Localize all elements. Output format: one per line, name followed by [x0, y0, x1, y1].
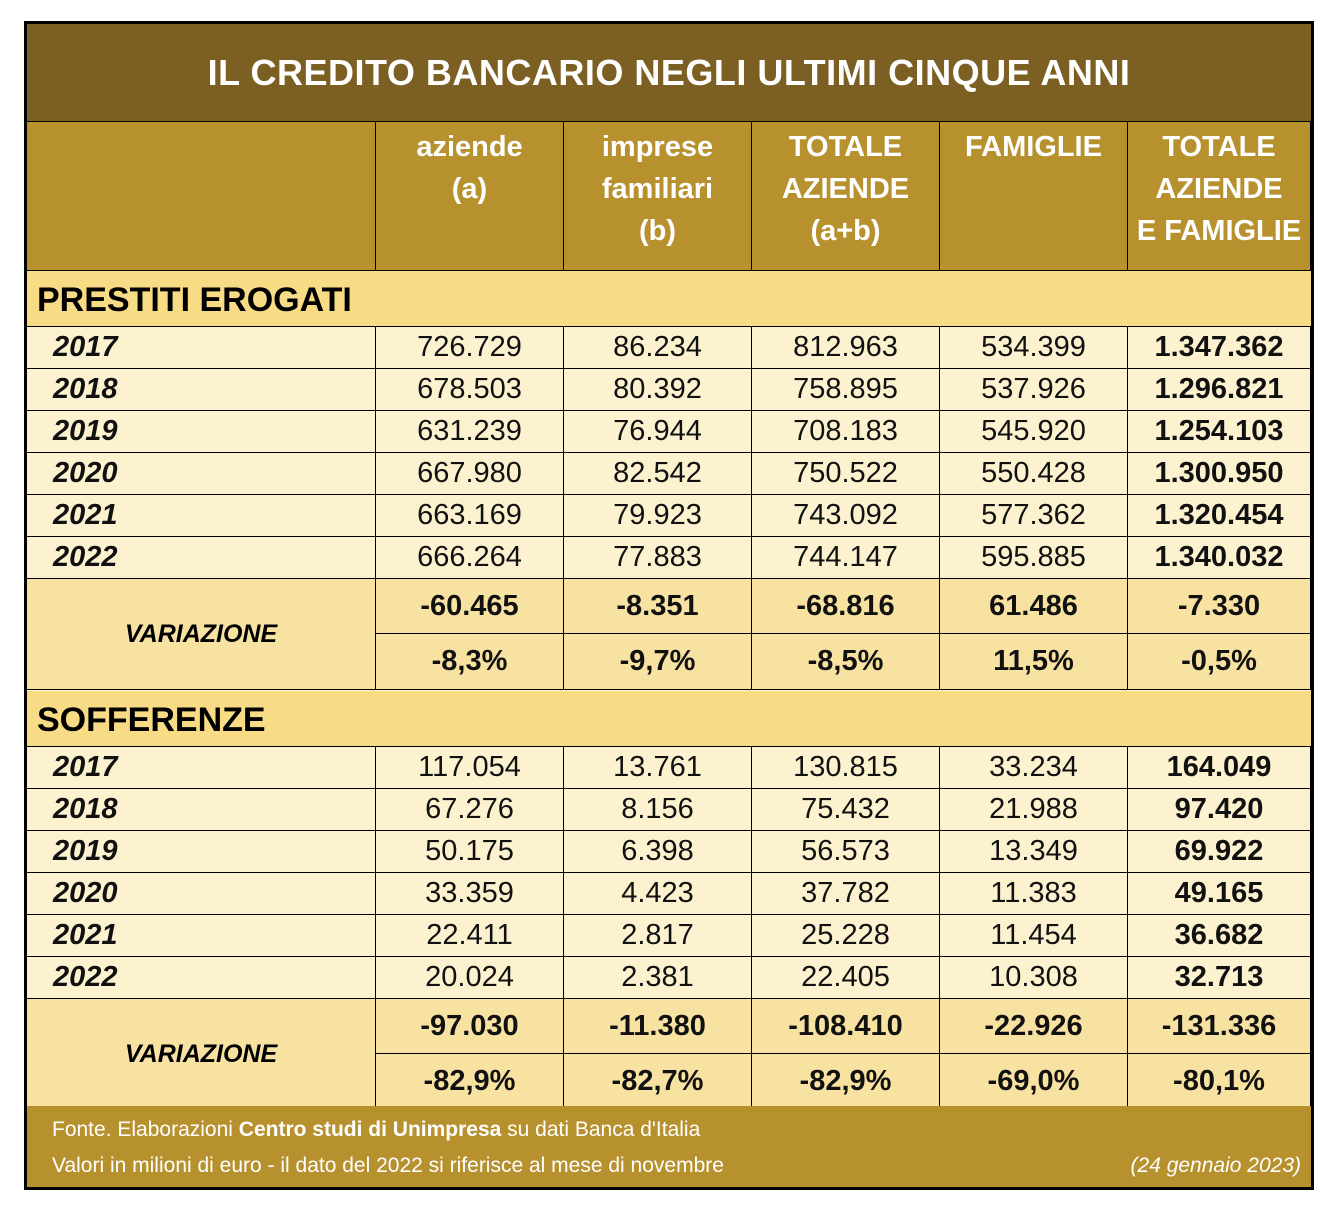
table-cell: 758.895 — [752, 369, 940, 411]
footer-source-prefix: Fonte. Elaborazioni — [52, 1118, 239, 1141]
credit-table — [24, 21, 1314, 1190]
table-cell: 1.320.454 — [1128, 495, 1311, 537]
table-cell: 49.165 — [1128, 873, 1311, 915]
year-label: 2022 — [27, 537, 376, 579]
table-cell: 8.156 — [564, 789, 752, 831]
year-label: 2021 — [27, 915, 376, 957]
table-cell: 550.428 — [940, 453, 1128, 495]
year-label: 2019 — [27, 831, 376, 873]
footer-source — [52, 1118, 700, 1142]
footer-note: Valori in milioni di euro - il dato del 2022 si riferisce al mese di novembre — [52, 1154, 724, 1177]
table-cell: 744.147 — [752, 537, 940, 579]
variation-pct: 11,5% — [940, 634, 1128, 690]
variation-abs: -108.410 — [752, 999, 940, 1054]
table-cell: 812.963 — [752, 327, 940, 369]
table-cell: 2.381 — [564, 957, 752, 999]
table-cell: 76.944 — [564, 411, 752, 453]
column-header: aziende (a) — [376, 121, 564, 271]
table-cell: 37.782 — [752, 873, 940, 915]
variation-pct: -82,9% — [752, 1054, 940, 1110]
section-title: PRESTITI EROGATI — [27, 271, 1311, 327]
variation-pct: -9,7% — [564, 634, 752, 690]
table-cell: 22.405 — [752, 957, 940, 999]
footer-source-bold: Centro studi di Unimpresa — [238, 1118, 502, 1141]
table-cell: 537.926 — [940, 369, 1128, 411]
variation-pct: -82,7% — [564, 1054, 752, 1110]
column-header: FAMIGLIE — [940, 121, 1128, 271]
table-cell: 13.349 — [940, 831, 1128, 873]
table-cell: 666.264 — [376, 537, 564, 579]
column-header: imprese familiari (b) — [564, 121, 752, 271]
variation-pct: -80,1% — [1128, 1054, 1311, 1110]
table-cell: 33.359 — [376, 873, 564, 915]
table-cell: 33.234 — [940, 747, 1128, 789]
variation-abs: -8.351 — [564, 579, 752, 634]
table-cell: 678.503 — [376, 369, 564, 411]
footer — [27, 1106, 1311, 1187]
header-blank — [27, 121, 376, 271]
variation-abs: -60.465 — [376, 579, 564, 634]
table-cell: 1.300.950 — [1128, 453, 1311, 495]
table-cell: 117.054 — [376, 747, 564, 789]
table-cell: 1.296.821 — [1128, 369, 1311, 411]
variation-abs: 61.486 — [940, 579, 1128, 634]
year-label: 2021 — [27, 495, 376, 537]
table-cell: 80.392 — [564, 369, 752, 411]
variation-abs: -68.816 — [752, 579, 940, 634]
table-cell: 6.398 — [564, 831, 752, 873]
variation-pct: -0,5% — [1128, 634, 1311, 690]
table-cell: 75.432 — [752, 789, 940, 831]
table-cell: 69.922 — [1128, 831, 1311, 873]
table-cell: 577.362 — [940, 495, 1128, 537]
table-cell: 25.228 — [752, 915, 940, 957]
year-label: 2020 — [27, 873, 376, 915]
table-cell: 595.885 — [940, 537, 1128, 579]
year-label: 2018 — [27, 369, 376, 411]
variation-pct: -69,0% — [940, 1054, 1128, 1110]
variation-abs: -11.380 — [564, 999, 752, 1054]
table-cell: 79.923 — [564, 495, 752, 537]
table-cell: 2.817 — [564, 915, 752, 957]
footer-source-suffix: su dati Banca d'Italia — [501, 1118, 701, 1141]
variation-abs: -22.926 — [940, 999, 1128, 1054]
year-label: 2018 — [27, 789, 376, 831]
table-cell: 726.729 — [376, 327, 564, 369]
variation-abs: -7.330 — [1128, 579, 1311, 634]
variation-pct: -82,9% — [376, 1054, 564, 1110]
table-cell: 4.423 — [564, 873, 752, 915]
table-cell: 130.815 — [752, 747, 940, 789]
footer-date: (24 gennaio 2023) — [1130, 1154, 1301, 1177]
table-cell: 663.169 — [376, 495, 564, 537]
table-cell: 743.092 — [752, 495, 940, 537]
table-cell: 667.980 — [376, 453, 564, 495]
table-cell: 50.175 — [376, 831, 564, 873]
column-header: TOTALE AZIENDE (a+b) — [752, 121, 940, 271]
table-cell: 1.254.103 — [1128, 411, 1311, 453]
table-cell: 22.411 — [376, 915, 564, 957]
variation-pct: -8,5% — [752, 634, 940, 690]
year-label: 2020 — [27, 453, 376, 495]
column-header: TOTALE AZIENDE E FAMIGLIE — [1128, 121, 1311, 271]
table-cell: 21.988 — [940, 789, 1128, 831]
table-cell: 10.308 — [940, 957, 1128, 999]
table-cell: 86.234 — [564, 327, 752, 369]
table-cell: 82.542 — [564, 453, 752, 495]
table-title: IL CREDITO BANCARIO NEGLI ULTIMI CINQUE ANNI — [27, 24, 1311, 121]
year-label: 2022 — [27, 957, 376, 999]
table-cell: 1.340.032 — [1128, 537, 1311, 579]
variation-label: VARIAZIONE — [27, 579, 376, 690]
table-cell: 13.761 — [564, 747, 752, 789]
table-cell: 708.183 — [752, 411, 940, 453]
year-label: 2017 — [27, 327, 376, 369]
table-cell: 97.420 — [1128, 789, 1311, 831]
table-cell: 77.883 — [564, 537, 752, 579]
variation-abs: -131.336 — [1128, 999, 1311, 1054]
table-cell: 36.682 — [1128, 915, 1311, 957]
table-cell: 32.713 — [1128, 957, 1311, 999]
table-cell: 11.454 — [940, 915, 1128, 957]
table-cell: 750.522 — [752, 453, 940, 495]
variation-pct: -8,3% — [376, 634, 564, 690]
year-label: 2019 — [27, 411, 376, 453]
variation-abs: -97.030 — [376, 999, 564, 1054]
year-label: 2017 — [27, 747, 376, 789]
table-cell: 534.399 — [940, 327, 1128, 369]
table-cell: 20.024 — [376, 957, 564, 999]
table-cell: 56.573 — [752, 831, 940, 873]
table-cell: 67.276 — [376, 789, 564, 831]
table-cell: 1.347.362 — [1128, 327, 1311, 369]
table-cell: 164.049 — [1128, 747, 1311, 789]
variation-label: VARIAZIONE — [27, 999, 376, 1110]
table-cell: 11.383 — [940, 873, 1128, 915]
section-title: SOFFERENZE — [27, 691, 1311, 747]
table-cell: 631.239 — [376, 411, 564, 453]
table-cell: 545.920 — [940, 411, 1128, 453]
